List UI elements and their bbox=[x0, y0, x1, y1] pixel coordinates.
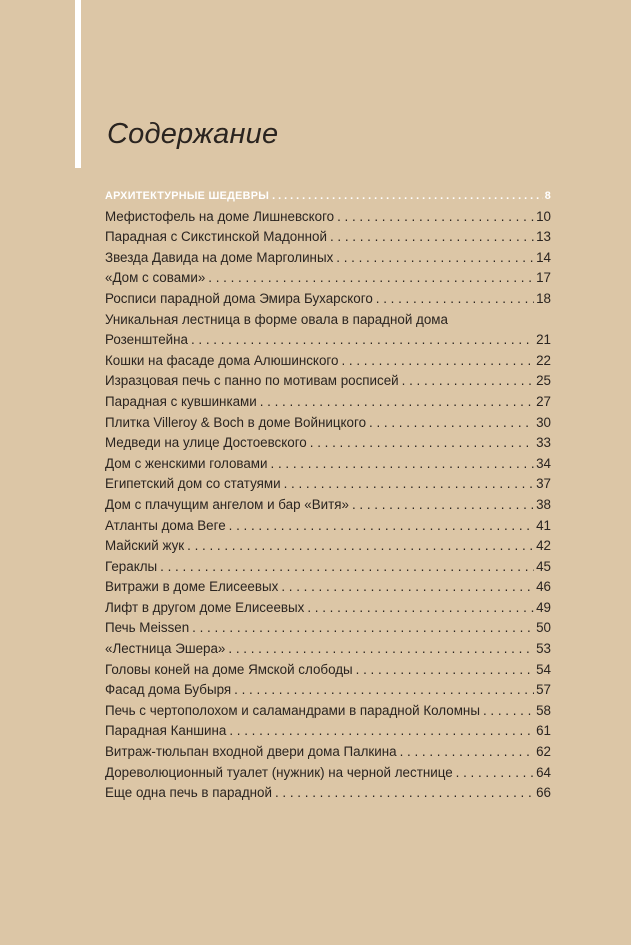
toc-page-number: 53 bbox=[536, 641, 551, 657]
toc-entry-label: Гераклы bbox=[105, 558, 158, 574]
toc-page-number: 42 bbox=[536, 538, 551, 554]
toc-entry-label: Дом с плачущим ангелом и бар «Витя» bbox=[105, 496, 349, 512]
toc-page-number: 14 bbox=[536, 249, 551, 265]
toc-entry[interactable] bbox=[105, 742, 551, 763]
toc-page-number: 33 bbox=[536, 435, 551, 451]
toc-entry[interactable] bbox=[105, 310, 551, 351]
toc-page-number: 27 bbox=[536, 393, 551, 409]
toc-entry-label: Лифт в другом доме Елисеевых bbox=[105, 599, 305, 615]
toc-page-number: 10 bbox=[536, 208, 551, 224]
toc-leader-dots bbox=[376, 289, 534, 310]
toc-section-heading[interactable] bbox=[105, 186, 551, 207]
toc-entry-label: «Дом с совами» bbox=[105, 270, 206, 286]
toc-page-number: 30 bbox=[536, 414, 551, 430]
toc-entry[interactable] bbox=[105, 227, 551, 248]
toc-leader-dots bbox=[228, 639, 534, 660]
toc-entry[interactable] bbox=[105, 660, 551, 681]
toc-entry[interactable] bbox=[105, 268, 551, 289]
toc-leader-dots bbox=[229, 721, 534, 742]
toc-page-number: 41 bbox=[536, 517, 551, 533]
margin-bar bbox=[75, 0, 81, 168]
toc-entry-label: Головы коней на доме Ямской слободы bbox=[105, 661, 353, 677]
toc-leader-dots bbox=[284, 474, 535, 495]
toc-page-number: 57 bbox=[536, 682, 551, 698]
toc-entry-label-line1: Уникальная лестница в форме овала в парадной дома bbox=[105, 311, 448, 327]
toc-entry[interactable] bbox=[105, 680, 551, 701]
toc-entry[interactable] bbox=[105, 207, 551, 228]
toc-entry[interactable] bbox=[105, 433, 551, 454]
toc-entry-label: Розенштейна bbox=[105, 332, 188, 348]
toc-entry[interactable] bbox=[105, 248, 551, 269]
toc-entry-label: Парадная с кувшинками bbox=[105, 393, 257, 409]
toc-entry-label: Витражи в доме Елисеевых bbox=[105, 579, 279, 595]
table-of-contents bbox=[105, 186, 551, 804]
toc-leader-dots bbox=[271, 454, 535, 475]
toc-entry-label: Египетский дом со статуями bbox=[105, 476, 281, 492]
toc-leader-dots bbox=[336, 248, 534, 269]
toc-page-number: 38 bbox=[536, 496, 551, 512]
toc-entry[interactable] bbox=[105, 783, 551, 804]
toc-entry[interactable] bbox=[105, 289, 551, 310]
toc-entry-label: Фасад дома Бубыря bbox=[105, 682, 232, 698]
toc-leader-dots bbox=[272, 186, 543, 207]
toc-leader-dots bbox=[191, 330, 534, 351]
toc-leader-dots bbox=[234, 680, 534, 701]
toc-entry-label: Витраж-тюльпан входной двери дома Палкина bbox=[105, 744, 397, 760]
toc-leader-dots bbox=[369, 413, 534, 434]
toc-leader-dots bbox=[310, 433, 534, 454]
toc-entry[interactable] bbox=[105, 577, 551, 598]
toc-leader-dots bbox=[192, 618, 534, 639]
toc-entry[interactable] bbox=[105, 763, 551, 784]
toc-page-number: 17 bbox=[536, 270, 551, 286]
toc-entry-label: Печь Meissen bbox=[105, 620, 190, 636]
toc-leader-dots bbox=[281, 577, 534, 598]
toc-entry-label: Плитка Villeroy & Boch в доме Войницкого bbox=[105, 414, 367, 430]
toc-leader-dots bbox=[341, 351, 534, 372]
toc-page-number: 45 bbox=[536, 558, 551, 574]
toc-entry-label: Парадная Каншина bbox=[105, 723, 227, 739]
toc-leader-dots bbox=[356, 660, 534, 681]
toc-entry-label: Росписи парадной дома Эмира Бухарского bbox=[105, 290, 373, 306]
toc-entry-label: Еще одна печь в парадной bbox=[105, 785, 272, 801]
toc-leader-dots bbox=[483, 701, 534, 722]
page-title: Содержание bbox=[107, 118, 279, 150]
toc-entry-label: Звезда Давида на доме Марголиных bbox=[105, 249, 334, 265]
toc-leader-dots bbox=[337, 207, 534, 228]
toc-entry-label: Мефистофель на доме Лишневского bbox=[105, 208, 335, 224]
toc-page-number: 22 bbox=[536, 352, 551, 368]
toc-leader-dots bbox=[400, 742, 535, 763]
toc-entry[interactable] bbox=[105, 495, 551, 516]
toc-entry[interactable] bbox=[105, 351, 551, 372]
toc-page-number: 50 bbox=[536, 620, 551, 636]
toc-leader-dots bbox=[352, 495, 534, 516]
toc-entry[interactable] bbox=[105, 413, 551, 434]
toc-leader-dots bbox=[330, 227, 534, 248]
toc-page-number: 49 bbox=[536, 599, 551, 615]
toc-entry-label: «Лестница Эшера» bbox=[105, 641, 226, 657]
toc-entry-label: Кошки на фасаде дома Алюшинского bbox=[105, 352, 339, 368]
toc-entry-label: Майский жук bbox=[105, 538, 185, 554]
toc-page-number: 66 bbox=[536, 785, 551, 801]
toc-page-number: 18 bbox=[536, 290, 551, 306]
toc-entry[interactable] bbox=[105, 721, 551, 742]
toc-entry-label: Парадная с Сикстинской Мадонной bbox=[105, 229, 327, 245]
toc-entry-label: Дореволюционный туалет (нужник) на черной лестнице bbox=[105, 764, 453, 780]
toc-page-number: 61 bbox=[536, 723, 551, 739]
toc-leader-dots bbox=[275, 783, 534, 804]
toc-leader-dots bbox=[208, 268, 534, 289]
toc-entry-label: Атланты дома Веге bbox=[105, 517, 226, 533]
toc-page-number: 21 bbox=[536, 332, 551, 348]
toc-leader-dots bbox=[456, 763, 534, 784]
toc-entry[interactable] bbox=[105, 454, 551, 475]
toc-entry[interactable] bbox=[105, 371, 551, 392]
toc-page-number: 8 bbox=[544, 190, 551, 202]
toc-leader-dots bbox=[187, 536, 534, 557]
toc-entry-label: Дом с женскими головами bbox=[105, 455, 268, 471]
toc-entry[interactable] bbox=[105, 701, 551, 722]
toc-page-number: 54 bbox=[536, 661, 551, 677]
toc-leader-dots bbox=[229, 516, 534, 537]
toc-entry[interactable] bbox=[105, 536, 551, 557]
toc-entry[interactable] bbox=[105, 618, 551, 639]
toc-leader-dots bbox=[307, 598, 534, 619]
toc-page-number: 34 bbox=[536, 455, 551, 471]
toc-page-number: 13 bbox=[536, 229, 551, 245]
toc-entry-label: Печь с чертополохом и саламандрами в парадной Коломны bbox=[105, 702, 480, 718]
toc-page-number: 25 bbox=[536, 373, 551, 389]
toc-page-number: 37 bbox=[536, 476, 551, 492]
toc-entry-label: Изразцовая печь с панно по мотивам росписей bbox=[105, 373, 399, 389]
toc-entry[interactable] bbox=[105, 392, 551, 413]
toc-page-number: 62 bbox=[536, 744, 551, 760]
toc-leader-dots bbox=[260, 392, 534, 413]
toc-leader-dots bbox=[160, 557, 534, 578]
toc-section-label: АРХИТЕКТУРНЫЕ ШЕДЕВРЫ bbox=[105, 190, 270, 202]
toc-entry[interactable] bbox=[105, 474, 551, 495]
toc-entry-label: Медведи на улице Достоевского bbox=[105, 435, 307, 451]
toc-page-number: 46 bbox=[536, 579, 551, 595]
toc-entry[interactable] bbox=[105, 516, 551, 537]
toc-entry[interactable] bbox=[105, 598, 551, 619]
toc-entry[interactable] bbox=[105, 639, 551, 660]
toc-page-number: 58 bbox=[536, 702, 551, 718]
toc-leader-dots bbox=[402, 371, 534, 392]
toc-page-number: 64 bbox=[536, 764, 551, 780]
toc-entry[interactable] bbox=[105, 557, 551, 578]
